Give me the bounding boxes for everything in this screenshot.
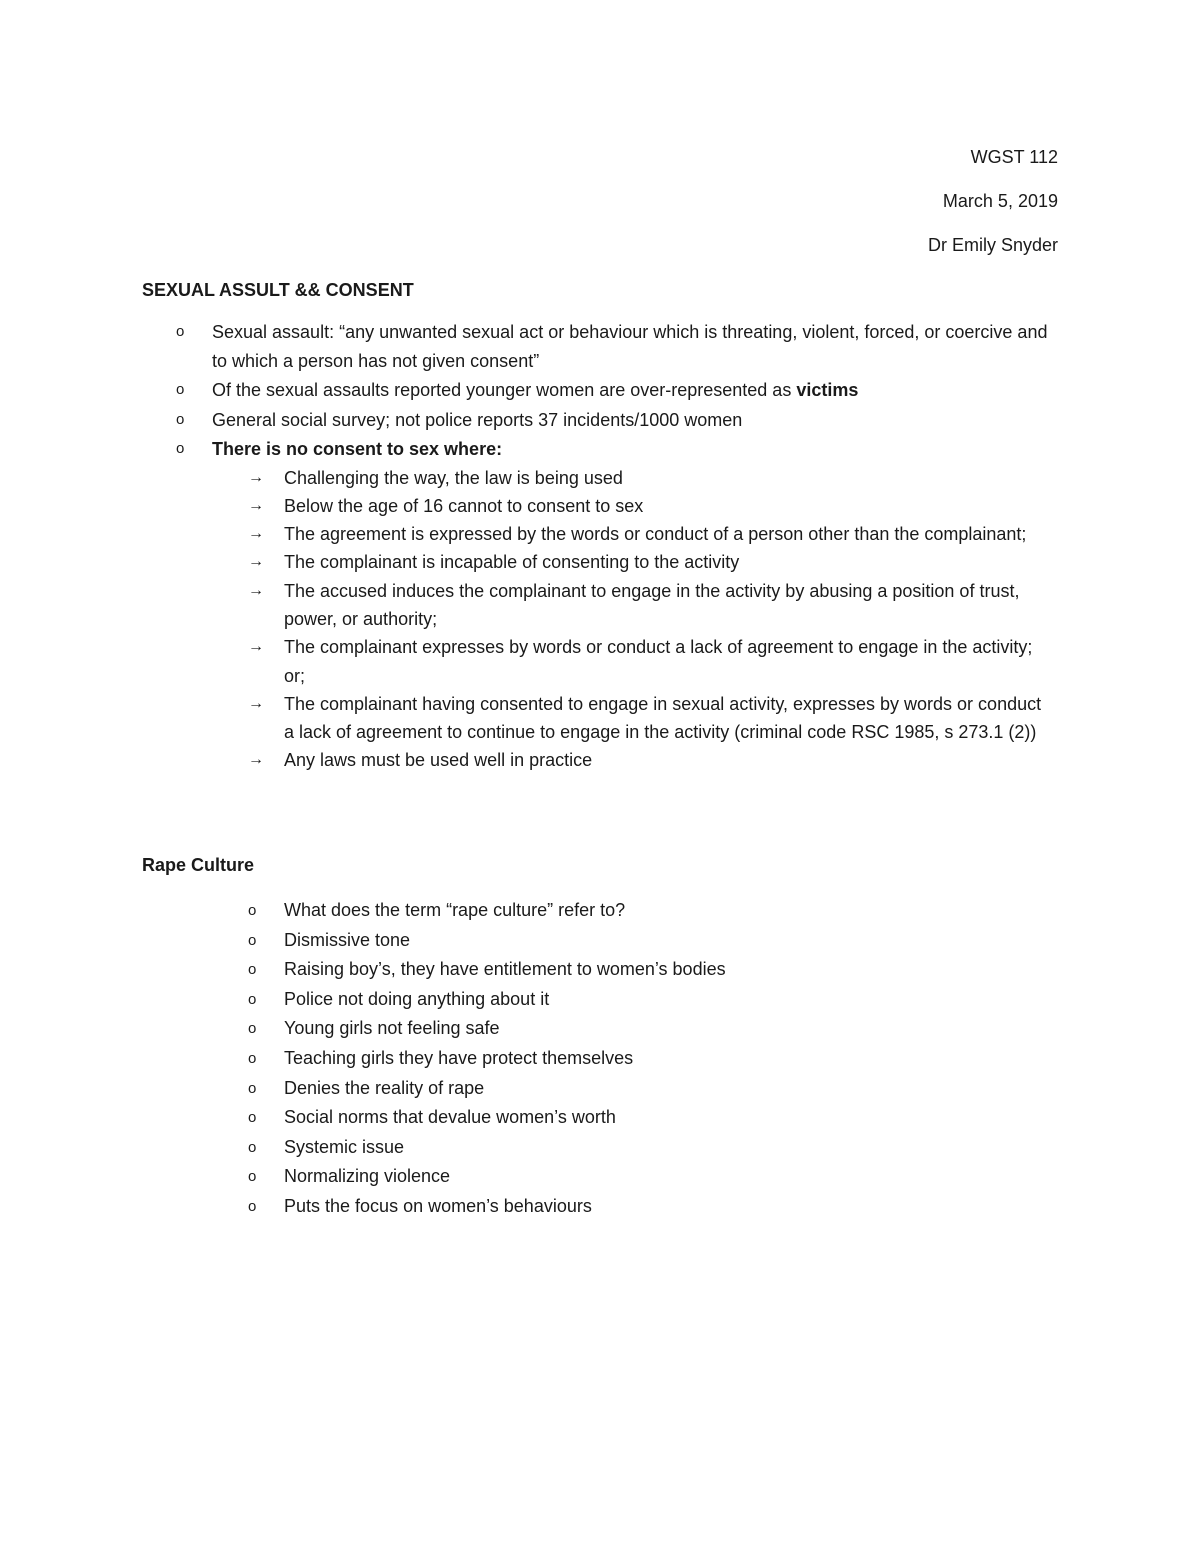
list-item-text: General social survey; not police reports 37 incidents/1000 women bbox=[212, 409, 743, 430]
list-item bbox=[248, 1044, 1048, 1074]
bullet-marker: o bbox=[248, 1049, 257, 1067]
document-header bbox=[928, 144, 1058, 276]
list-item-text: Teaching girls they have protect themselves bbox=[284, 1047, 634, 1068]
instructor-name: Dr Emily Snyder bbox=[927, 235, 1058, 255]
bullet-marker: o bbox=[248, 1020, 257, 1038]
list-item-text: Social norms that devalue women’s worth bbox=[284, 1107, 616, 1128]
list-item bbox=[248, 1074, 1048, 1104]
sub-item-text: The agreement is expressed by the words or conduct of a person other than the complainant; bbox=[284, 524, 1027, 545]
sub-item-text: Challenging the way, the law is being used bbox=[284, 467, 623, 488]
bullet-marker: o bbox=[176, 323, 185, 340]
section-title-consent: SEXUAL ASSULT && CONSENT bbox=[142, 280, 414, 300]
list-item-text: Young girls not feeling safe bbox=[284, 1018, 500, 1039]
sub-list-item bbox=[248, 464, 1056, 492]
bullet-marker: o bbox=[176, 381, 185, 398]
list-item bbox=[248, 926, 1048, 956]
arrow-icon: → bbox=[248, 496, 264, 514]
list-item-text: Of the sexual assaults reported younger women are over-represented as bbox=[212, 380, 797, 400]
list-item-text: Raising boy’s, they have entitlement to women’s bodies bbox=[284, 959, 726, 980]
sub-list-item bbox=[248, 633, 1056, 690]
consent-bullet-list bbox=[176, 318, 1056, 776]
list-item-text: Denies the reality of rape bbox=[284, 1077, 485, 1098]
bullet-marker: o bbox=[176, 440, 185, 457]
list-item bbox=[248, 955, 1048, 985]
sub-list-item bbox=[248, 548, 1056, 576]
sub-item-text: Below the age of 16 cannot to consent to sex bbox=[284, 495, 644, 516]
list-item bbox=[176, 435, 1056, 775]
list-item-text: Dismissive tone bbox=[284, 929, 411, 950]
bullet-marker: o bbox=[248, 1138, 257, 1156]
arrow-icon: → bbox=[248, 581, 264, 599]
bullet-marker: o bbox=[248, 961, 257, 979]
bullet-marker: o bbox=[248, 1109, 257, 1127]
sub-item-text: The complainant is incapable of consenting to the activity bbox=[284, 552, 740, 573]
bullet-marker: o bbox=[248, 990, 257, 1008]
arrow-icon: → bbox=[248, 468, 264, 486]
list-item bbox=[248, 1133, 1048, 1163]
emphasis-text: victims bbox=[796, 380, 859, 400]
list-item bbox=[176, 318, 1056, 375]
rape-culture-bullet-list bbox=[248, 896, 1048, 1222]
bullet-marker: o bbox=[248, 1079, 257, 1097]
sub-item-text: The complainant expresses by words or conduct a lack of agreement to engage in the activity; or; bbox=[284, 637, 1033, 686]
list-item bbox=[248, 896, 1048, 926]
no-consent-sub-list bbox=[176, 464, 1056, 775]
bullet-marker: o bbox=[248, 931, 257, 949]
bullet-marker: o bbox=[248, 1197, 257, 1215]
list-item bbox=[248, 1192, 1048, 1222]
sub-list-item bbox=[248, 690, 1056, 747]
sub-item-text: The complainant having consented to engage in sexual activity, expresses by words or conduct a lack of agreement to continue to engage in the activity (criminal code RSC 1985, s 273.1 (2)) bbox=[284, 693, 1042, 743]
list-item-text: Puts the focus on women’s behaviours bbox=[284, 1195, 592, 1216]
arrow-icon: → bbox=[248, 553, 264, 571]
sub-item-text: Any laws must be used well in practice bbox=[284, 750, 593, 771]
sub-list-item bbox=[248, 577, 1056, 634]
arrow-icon: → bbox=[248, 694, 264, 712]
list-item-text: Sexual assault: “any unwanted sexual act or behaviour which is threating, violent, forced, or coercive and to which a person has not given consent” bbox=[212, 322, 1048, 371]
arrow-icon: → bbox=[248, 525, 264, 543]
list-item-text: There is no consent to sex where: bbox=[212, 439, 503, 459]
section-title-rape-culture: Rape Culture bbox=[142, 855, 255, 875]
bullet-marker: o bbox=[248, 1168, 257, 1186]
bullet-marker: o bbox=[248, 902, 257, 919]
sub-list-item bbox=[248, 520, 1056, 548]
list-item-text: What does the term “rape culture” refer to? bbox=[284, 900, 626, 920]
list-item bbox=[248, 1014, 1048, 1044]
list-item-text: Systemic issue bbox=[284, 1136, 405, 1157]
list-item bbox=[176, 406, 1056, 435]
list-item-text: Police not doing anything about it bbox=[284, 988, 550, 1009]
list-item bbox=[248, 985, 1048, 1015]
sub-list-item bbox=[248, 746, 1056, 774]
list-item bbox=[248, 1103, 1048, 1133]
bullet-marker: o bbox=[176, 410, 185, 428]
list-item bbox=[176, 376, 1056, 405]
list-item-text: Normalizing violence bbox=[284, 1166, 451, 1187]
arrow-icon: → bbox=[248, 638, 264, 656]
sub-list-item bbox=[248, 492, 1056, 520]
sub-item-text: The accused induces the complainant to engage in the activity by abusing a position of trust, power, or authority; bbox=[284, 580, 1020, 629]
course-code: WGST 112 bbox=[970, 147, 1058, 167]
arrow-icon: → bbox=[248, 751, 264, 769]
list-item bbox=[248, 1162, 1048, 1192]
lecture-date: March 5, 2019 bbox=[942, 191, 1058, 211]
